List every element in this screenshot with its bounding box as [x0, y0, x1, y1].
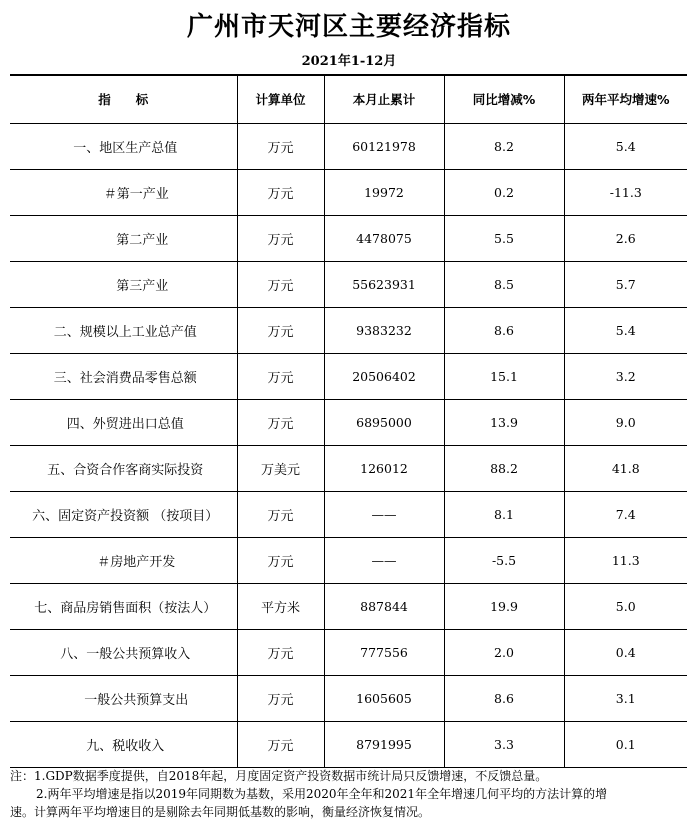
cumulative-value: —— [324, 537, 444, 583]
two-year-avg-growth: 11.3 [564, 537, 687, 583]
indicator-name: 三、社会消费品零售总额 [10, 353, 237, 399]
yoy-change: 8.2 [444, 123, 564, 169]
unit-cell: 万元 [237, 491, 324, 537]
cumulative-value: 126012 [324, 445, 444, 491]
unit-cell: 平方米 [237, 583, 324, 629]
unit-cell: 万元 [237, 215, 324, 261]
table-row [10, 629, 687, 675]
unit-cell: 万元 [237, 675, 324, 721]
header-unit: 计算单位 [237, 75, 324, 123]
header-indicator: 指 标 [10, 75, 237, 123]
indicator-name: ＃第一产业 [10, 169, 237, 215]
cumulative-value: 4478075 [324, 215, 444, 261]
cumulative-value: 6895000 [324, 399, 444, 445]
header-yoy: 同比增减% [444, 75, 564, 123]
yoy-change: 8.5 [444, 261, 564, 307]
footnote-2: 2.两年平均增速是指以2019年同期数为基数，采用2020年全年和2021年全年增速几何平均的方法计算的增 [36, 787, 608, 801]
footnote-2-continued: 速。计算两年平均增速目的是剔除去年同期低基数的影响，衡量经济恢复情况。 [10, 805, 431, 819]
table-row [10, 169, 687, 215]
indicator-name: 七、商品房销售面积（按法人） [10, 583, 237, 629]
two-year-avg-growth: 41.8 [564, 445, 687, 491]
two-year-avg-growth: 0.1 [564, 721, 687, 767]
indicator-name: 五、合资合作客商实际投资 [10, 445, 237, 491]
yoy-change: 8.6 [444, 307, 564, 353]
two-year-avg-growth: 2.6 [564, 215, 687, 261]
yoy-change: 15.1 [444, 353, 564, 399]
two-year-avg-growth: 5.0 [564, 583, 687, 629]
footnotes [10, 767, 688, 821]
yoy-change: 8.6 [444, 675, 564, 721]
table-row [10, 353, 687, 399]
indicator-name: 一、地区生产总值 [10, 123, 237, 169]
yoy-change: 88.2 [444, 445, 564, 491]
cumulative-value: 1605605 [324, 675, 444, 721]
two-year-avg-growth: 3.1 [564, 675, 687, 721]
indicator-name: 第三产业 [10, 261, 237, 307]
yoy-change: -5.5 [444, 537, 564, 583]
cumulative-value: 777556 [324, 629, 444, 675]
indicator-name: ＃房地产开发 [10, 537, 237, 583]
yoy-change: 19.9 [444, 583, 564, 629]
yoy-change: 0.2 [444, 169, 564, 215]
yoy-change: 3.3 [444, 721, 564, 767]
table-row [10, 215, 687, 261]
table-row [10, 721, 687, 767]
two-year-avg-growth: 5.4 [564, 123, 687, 169]
cumulative-value: 60121978 [324, 123, 444, 169]
unit-cell: 万元 [237, 399, 324, 445]
two-year-avg-growth: 7.4 [564, 491, 687, 537]
unit-cell: 万美元 [237, 445, 324, 491]
table-row [10, 675, 687, 721]
cumulative-value: 8791995 [324, 721, 444, 767]
cumulative-value: —— [324, 491, 444, 537]
table-row [10, 307, 687, 353]
indicator-name: 一般公共预算支出 [10, 675, 237, 721]
unit-cell: 万元 [237, 629, 324, 675]
indicator-name: 九、税收收入 [10, 721, 237, 767]
footnote-1: 注：1.GDP数据季度提供，自2018年起，月度固定资产投资数据市统计局只反馈增速，不反馈总量。 [10, 769, 548, 783]
two-year-avg-growth: -11.3 [564, 169, 687, 215]
header-two-year-avg: 两年平均增速% [564, 75, 687, 123]
indicator-table [10, 74, 687, 768]
header-cumulative: 本月止累计 [324, 75, 444, 123]
table-row [10, 491, 687, 537]
page-title: 广州市天河区主要经济指标 [186, 12, 511, 42]
unit-cell: 万元 [237, 123, 324, 169]
table-header-row [10, 75, 687, 123]
unit-cell: 万元 [237, 261, 324, 307]
table-body [10, 123, 687, 767]
table-row [10, 537, 687, 583]
two-year-avg-growth: 0.4 [564, 629, 687, 675]
unit-cell: 万元 [237, 307, 324, 353]
unit-cell: 万元 [237, 353, 324, 399]
indicator-name: 四、外贸进出口总值 [10, 399, 237, 445]
indicator-name: 第二产业 [10, 215, 237, 261]
period-subtitle: 2021年1-12月 [301, 54, 397, 69]
yoy-change: 13.9 [444, 399, 564, 445]
yoy-change: 2.0 [444, 629, 564, 675]
yoy-change: 8.1 [444, 491, 564, 537]
table-row [10, 123, 687, 169]
unit-cell: 万元 [237, 537, 324, 583]
table-row [10, 583, 687, 629]
table-row [10, 399, 687, 445]
two-year-avg-growth: 9.0 [564, 399, 687, 445]
cumulative-value: 9383232 [324, 307, 444, 353]
cumulative-value: 20506402 [324, 353, 444, 399]
cumulative-value: 887844 [324, 583, 444, 629]
unit-cell: 万元 [237, 169, 324, 215]
unit-cell: 万元 [237, 721, 324, 767]
cumulative-value: 19972 [324, 169, 444, 215]
table-row [10, 445, 687, 491]
two-year-avg-growth: 5.7 [564, 261, 687, 307]
cumulative-value: 55623931 [324, 261, 444, 307]
indicator-name: 二、规模以上工业总产值 [10, 307, 237, 353]
two-year-avg-growth: 3.2 [564, 353, 687, 399]
table-row [10, 261, 687, 307]
two-year-avg-growth: 5.4 [564, 307, 687, 353]
indicator-name: 六、固定资产投资额 （按项目） [10, 491, 237, 537]
indicator-name: 八、一般公共预算收入 [10, 629, 237, 675]
yoy-change: 5.5 [444, 215, 564, 261]
